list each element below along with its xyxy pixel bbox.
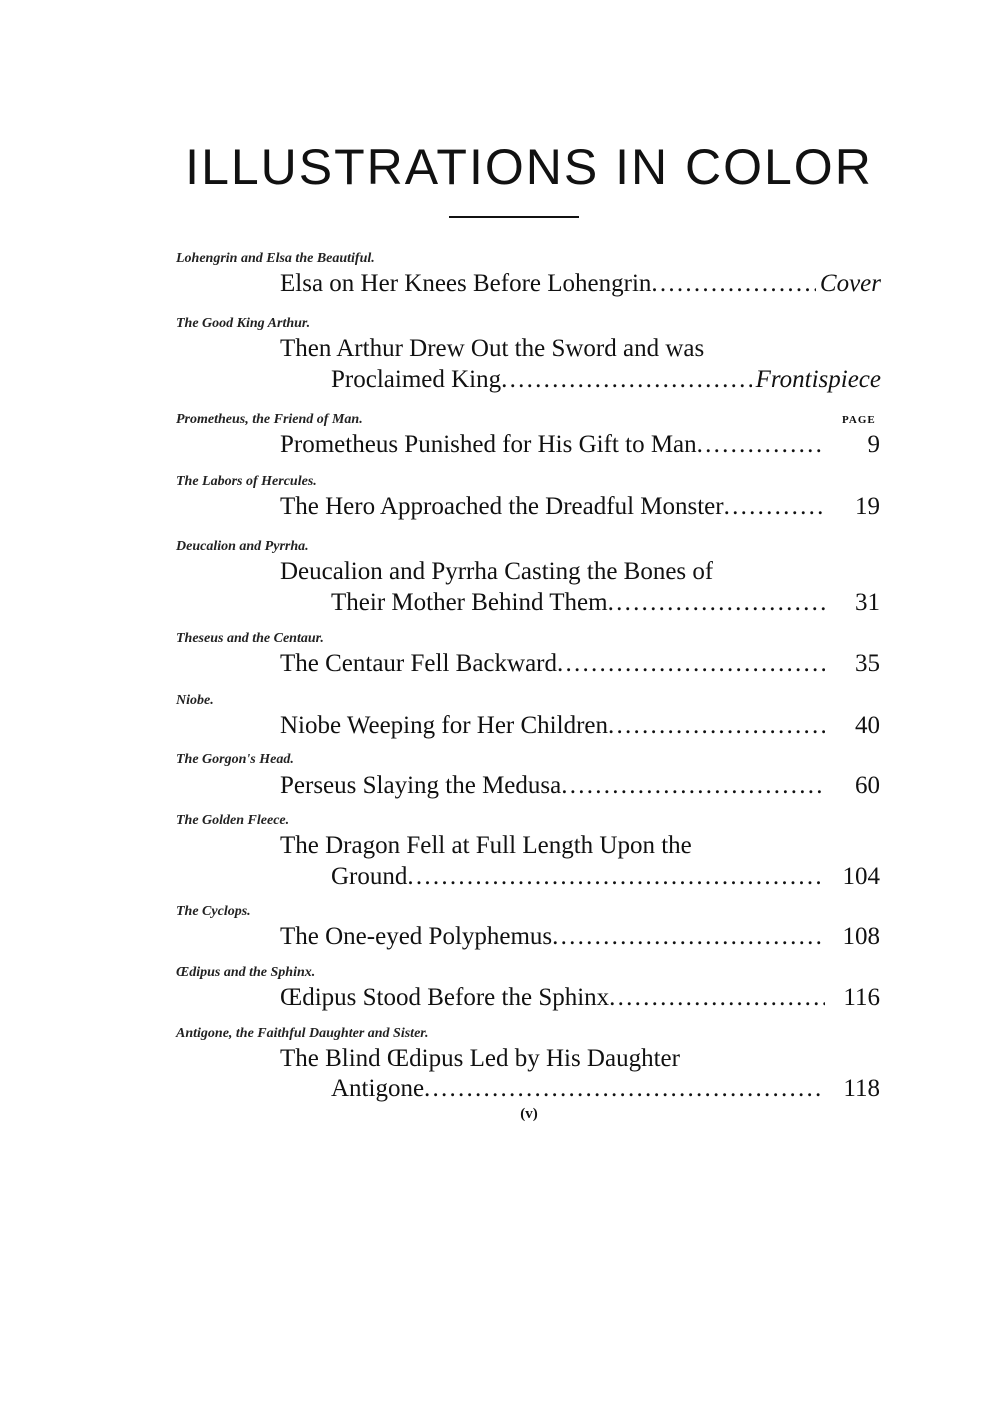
page-reference: Cover: [819, 270, 881, 297]
leader-dots: [407, 861, 825, 893]
leader-dots: [424, 1073, 825, 1105]
page-number: 118: [843, 1075, 880, 1102]
leader-dots: [608, 587, 825, 619]
caption-text: Ground: [331, 863, 408, 890]
illustration-caption-line: [280, 268, 881, 300]
page-number: 108: [842, 923, 880, 950]
illustration-caption-line: [331, 364, 881, 396]
leader-dots: [724, 491, 825, 523]
illustration-caption-line: [280, 491, 880, 523]
story-title: Lohengrin and Elsa the Beautiful.: [176, 251, 375, 266]
page-number: 40: [855, 712, 880, 739]
story-title: Deucalion and Pyrrha.: [176, 539, 309, 554]
leader-dots: [501, 364, 751, 396]
story-title: The Good King Arthur.: [176, 316, 311, 331]
story-title: The Gorgon's Head.: [176, 752, 294, 767]
caption-text: The Centaur Fell Backward: [280, 650, 557, 677]
page-number: 35: [855, 650, 880, 677]
illustration-caption-line: [331, 587, 880, 619]
caption-text: Antigone: [331, 1075, 425, 1102]
caption-text: Perseus Slaying the Medusa: [280, 772, 562, 799]
story-title: Niobe.: [176, 693, 214, 708]
story-title: The Golden Fleece.: [176, 813, 290, 828]
illustration-caption-line: [280, 982, 880, 1014]
page-title: ILLUSTRATIONS IN COLOR: [185, 139, 873, 195]
leader-dots: [609, 982, 825, 1014]
caption-text: Elsa on Her Knees Before Lohengrin: [280, 270, 652, 297]
caption-text: Niobe Weeping for Her Children: [280, 712, 608, 739]
leader-dots: [557, 648, 825, 680]
illustration-caption-line: Deucalion and Pyrrha Casting the Bones of: [280, 558, 714, 585]
caption-text: Prometheus Punished for His Gift to Man: [280, 431, 697, 458]
illustration-caption-line: [280, 429, 880, 461]
illustration-caption-line: [280, 710, 880, 742]
story-title: Antigone, the Faithful Daughter and Sister.: [176, 1026, 429, 1041]
caption-text: Their Mother Behind Them: [331, 589, 608, 616]
illustration-caption-line: [280, 770, 880, 802]
story-title: The Cyclops.: [176, 904, 251, 919]
title-rule: [449, 216, 579, 218]
illustration-caption-line: Then Arthur Drew Out the Sword and was: [280, 335, 705, 362]
story-title: Prometheus, the Friend of Man.: [176, 412, 363, 427]
illustration-caption-line: [280, 648, 880, 680]
illustration-caption-line: [331, 861, 880, 893]
page-folio: (v): [520, 1106, 538, 1122]
leader-dots: [552, 921, 825, 953]
page-number: 19: [855, 493, 880, 520]
leader-dots: [561, 770, 825, 802]
page-number: 116: [843, 984, 880, 1011]
page-number: 60: [855, 772, 880, 799]
leader-dots: [608, 710, 825, 742]
illustration-caption-line: [331, 1073, 880, 1105]
page-column-label: PAGE: [842, 414, 876, 426]
caption-text: The Hero Approached the Dreadful Monster: [280, 493, 724, 520]
caption-text: The One-eyed Polyphemus: [280, 923, 553, 950]
page-number: 31: [855, 589, 880, 616]
illustration-caption-line: The Blind Œdipus Led by His Daughter: [280, 1045, 680, 1072]
story-title: Œdipus and the Sphinx.: [176, 965, 316, 980]
caption-text: Œdipus Stood Before the Sphinx: [280, 984, 610, 1011]
leader-dots: [697, 429, 825, 461]
illustration-caption-line: The Dragon Fell at Full Length Upon the: [280, 832, 692, 859]
story-title: The Labors of Hercules.: [176, 474, 317, 489]
caption-text: Proclaimed King: [331, 366, 502, 393]
page-number: 104: [842, 863, 880, 890]
page-number: 9: [867, 431, 880, 458]
story-title: Theseus and the Centaur.: [176, 631, 324, 646]
illustration-caption-line: [280, 921, 880, 953]
page-reference: Frontispiece: [755, 366, 881, 393]
leader-dots: [651, 268, 815, 300]
